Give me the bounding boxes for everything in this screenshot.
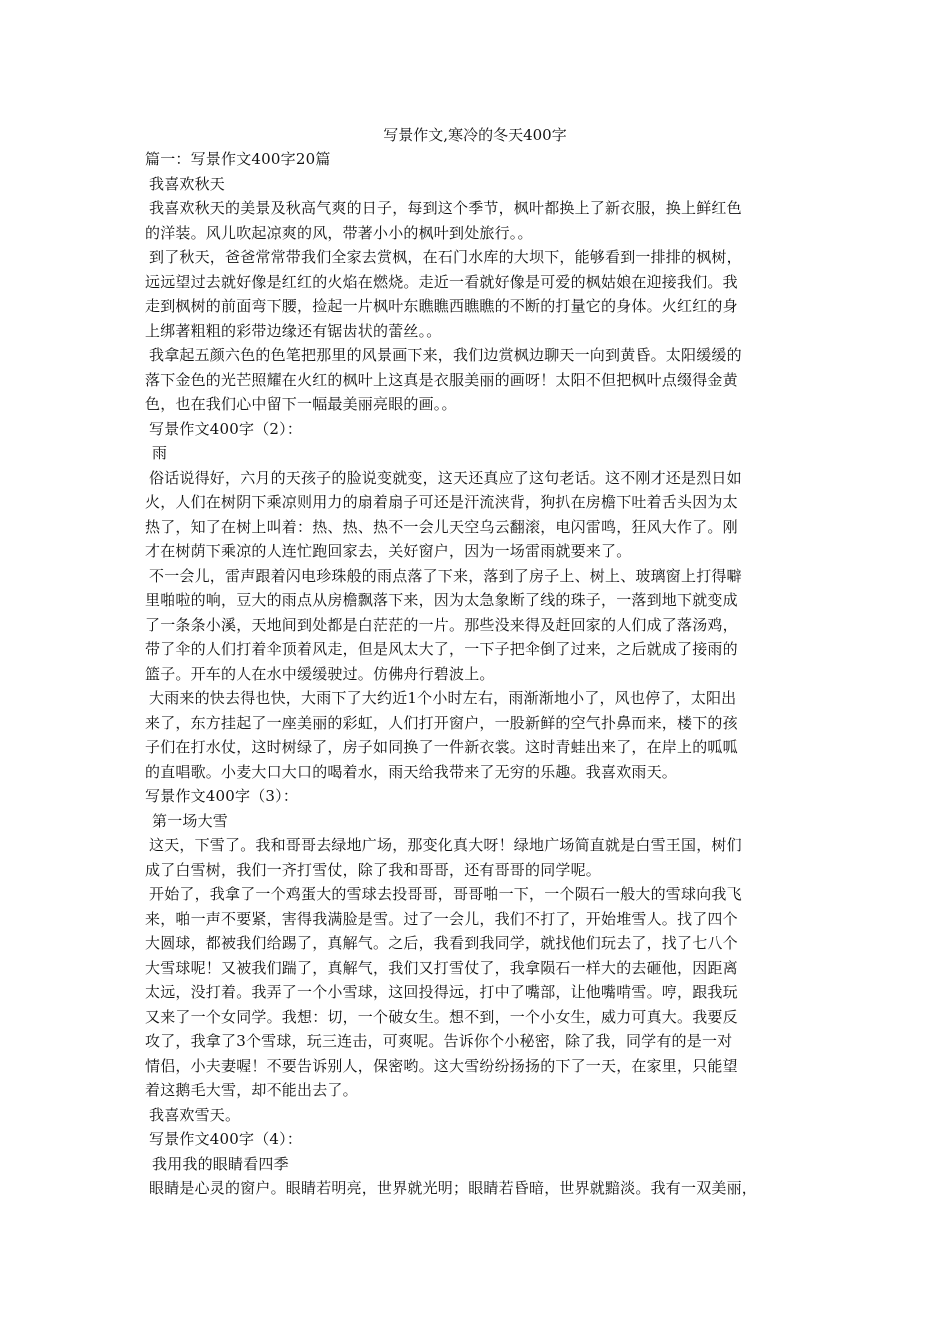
text-line: 我喜欢秋天的美景及秋高气爽的日子，每到这个季节，枫叶都换上了新衣服，换上鲜红色 (149, 199, 742, 217)
text-line: 大雪球呢！又被我们踹了，真解气，我们又打雪仗了，我拿陨石一样大的去砸他，因距离 (145, 958, 738, 977)
text-line: 大雨来的快去得也快，大雨下了大约近1个小时左右，雨渐渐地小了，风也停了，太阳出 (149, 689, 737, 707)
text-line: 又来了一个女同学。我想：切，一个破女生。想不到，一个小女生，威力可真大。我要反 (145, 1007, 738, 1026)
text-line: 着这鹅毛大雪，却不能出去了。 (145, 1081, 358, 1099)
text-line: 情侣，小夫妻喔！不要告诉别人，保密哟。这大雪纷纷扬扬的下了一天，在家里，只能望 (145, 1056, 738, 1075)
text-line: 我喜欢雪天。 (149, 1105, 241, 1124)
section-heading: 写景作文400字（2）： (149, 419, 303, 438)
text-line: 了一条条小溪，天地间到处都是白茫茫的一片。那些没来得及赶回家的人们成了落汤鸡， (145, 615, 738, 634)
essay-title: 雨 (152, 444, 168, 462)
text-line: 来了，东方挂起了一座美丽的彩虹，人们打开窗户，一股新鲜的空气扑鼻而来，楼下的孩 (145, 713, 738, 732)
text-line: 才在树荫下乘凉的人连忙跑回家去，关好窗户，因为一场雷雨就要来了。 (145, 542, 632, 560)
text-line: 的洋装。风儿吹起凉爽的风，带著小小的枫叶到处旅行。。 (145, 223, 533, 242)
text-line: 开始了，我拿了一个鸡蛋大的雪球去投哥哥，哥哥啪一下，一个陨石一般大的雪球向我飞 (149, 885, 742, 903)
text-line: 俗话说得好，六月的天孩子的脸说变就变，这天还真应了这句老话。这不刚才还是烈日如 (149, 468, 742, 487)
text-line: 上绑著粗粗的彩带边缘还有锯齿状的蕾丝。。 (145, 321, 442, 340)
document-body (145, 147, 820, 1201)
text-line: 来，啪一声不要紧，害得我满脸是雪。过了一会儿，我们不打了，开始堆雪人。找了四个 (145, 909, 738, 928)
section-heading: 写景作文400字（4）： (149, 1130, 303, 1148)
text-line: 远远望过去就好像是红红的火焰在燃烧。走近一看就好像是可爱的枫姑娘在迎接我们。我 (145, 272, 738, 291)
essay-title: 我喜欢秋天 (149, 174, 226, 193)
document-title: 写景作文,寒冷的冬天400字 (383, 126, 567, 144)
essay-title: 第一场大雪 (152, 811, 229, 830)
text-line: 走到枫树的前面弯下腰，捡起一片枫叶东瞧瞧西瞧瞧的不断的打量它的身体。火红红的身 (145, 297, 738, 315)
text-line: 色，也在我们心中留下一幅最美丽亮眼的画。。 (145, 395, 457, 413)
section-heading: 篇一：写景作文400字20篇 (145, 150, 331, 168)
essay-title: 我用我的眼睛看四季 (152, 1154, 289, 1173)
text-line: 到了秋天，爸爸常常带我们全家去赏枫，在石门水库的大坝下，能够看到一排排的枫树， (149, 248, 742, 266)
text-line: 落下金色的光芒照耀在火红的枫叶上这真是衣服美丽的画呀！太阳不但把枫叶点缀得金黄 (145, 370, 738, 389)
text-line: 里啪啦的响，豆大的雨点从房檐飘落下来，因为太急象断了线的珠子，一落到地下就变成 (145, 591, 738, 609)
text-line: 火，人们在树阴下乘凉则用力的扇着扇子可还是汗流浃背，狗扒在房檐下吐着舌头因为太 (145, 493, 738, 511)
text-line: 热了，知了在树上叫着：热、热、热不一会儿天空乌云翻滚，电闪雷鸣，狂风大作了。刚 (145, 517, 738, 536)
text-line: 成了白雪树，我们一齐打雪仗，除了我和哥哥，还有哥哥的同学呢。 (145, 860, 602, 879)
text-line: 不一会儿，雷声跟着闪电珍珠般的雨点落了下来，落到了房子上、树上、玻璃窗上打得噼 (149, 566, 742, 585)
text-line: 子们在打水仗，这时树绿了，房子如同换了一件新衣裳。这时青蛙出来了，在岸上的呱呱 (145, 738, 738, 756)
text-line: 这天，下雪了。我和哥哥去绿地广场，那变化真大呀！绿地广场简直就是白雪王国，树们 (149, 836, 742, 854)
text-line: 的直唱歌。小麦大口大口的喝着水，雨天给我带来了无穷的乐趣。我喜欢雨天。 (145, 762, 678, 781)
text-line: 带了伞的人们打着伞顶着风走，但是风太大了，一下子把伞倒了过来，之后就成了接雨的 (145, 640, 738, 658)
text-line: 篮子。开车的人在水中缓缓驶过。仿佛舟行碧波上。 (145, 664, 495, 683)
section-heading: 写景作文400字（3）： (145, 787, 299, 805)
text-line: 我拿起五颜六色的色笔把那里的风景画下来，我们边赏枫边聊天一向到黄昏。太阳缓缓的 (149, 346, 742, 364)
text-line: 太远，没打着。我弄了一个小雪球，这回投得远，打中了嘴部，让他嘴啃雪。哼，跟我玩 (145, 983, 738, 1001)
text-line: 大圆球，都被我们给踢了，真解气。之后，我看到我同学，就找他们玩去了，找了七八个 (145, 934, 738, 952)
text-line: 眼睛是心灵的窗户。眼睛若明亮，世界就光明；眼睛若昏暗，世界就黯淡。我有一双美丽， (149, 1179, 758, 1197)
text-line: 攻了，我拿了3个雪球，玩三连击，可爽呢。告诉你个小秘密，除了我，同学有的是一对 (145, 1032, 733, 1050)
